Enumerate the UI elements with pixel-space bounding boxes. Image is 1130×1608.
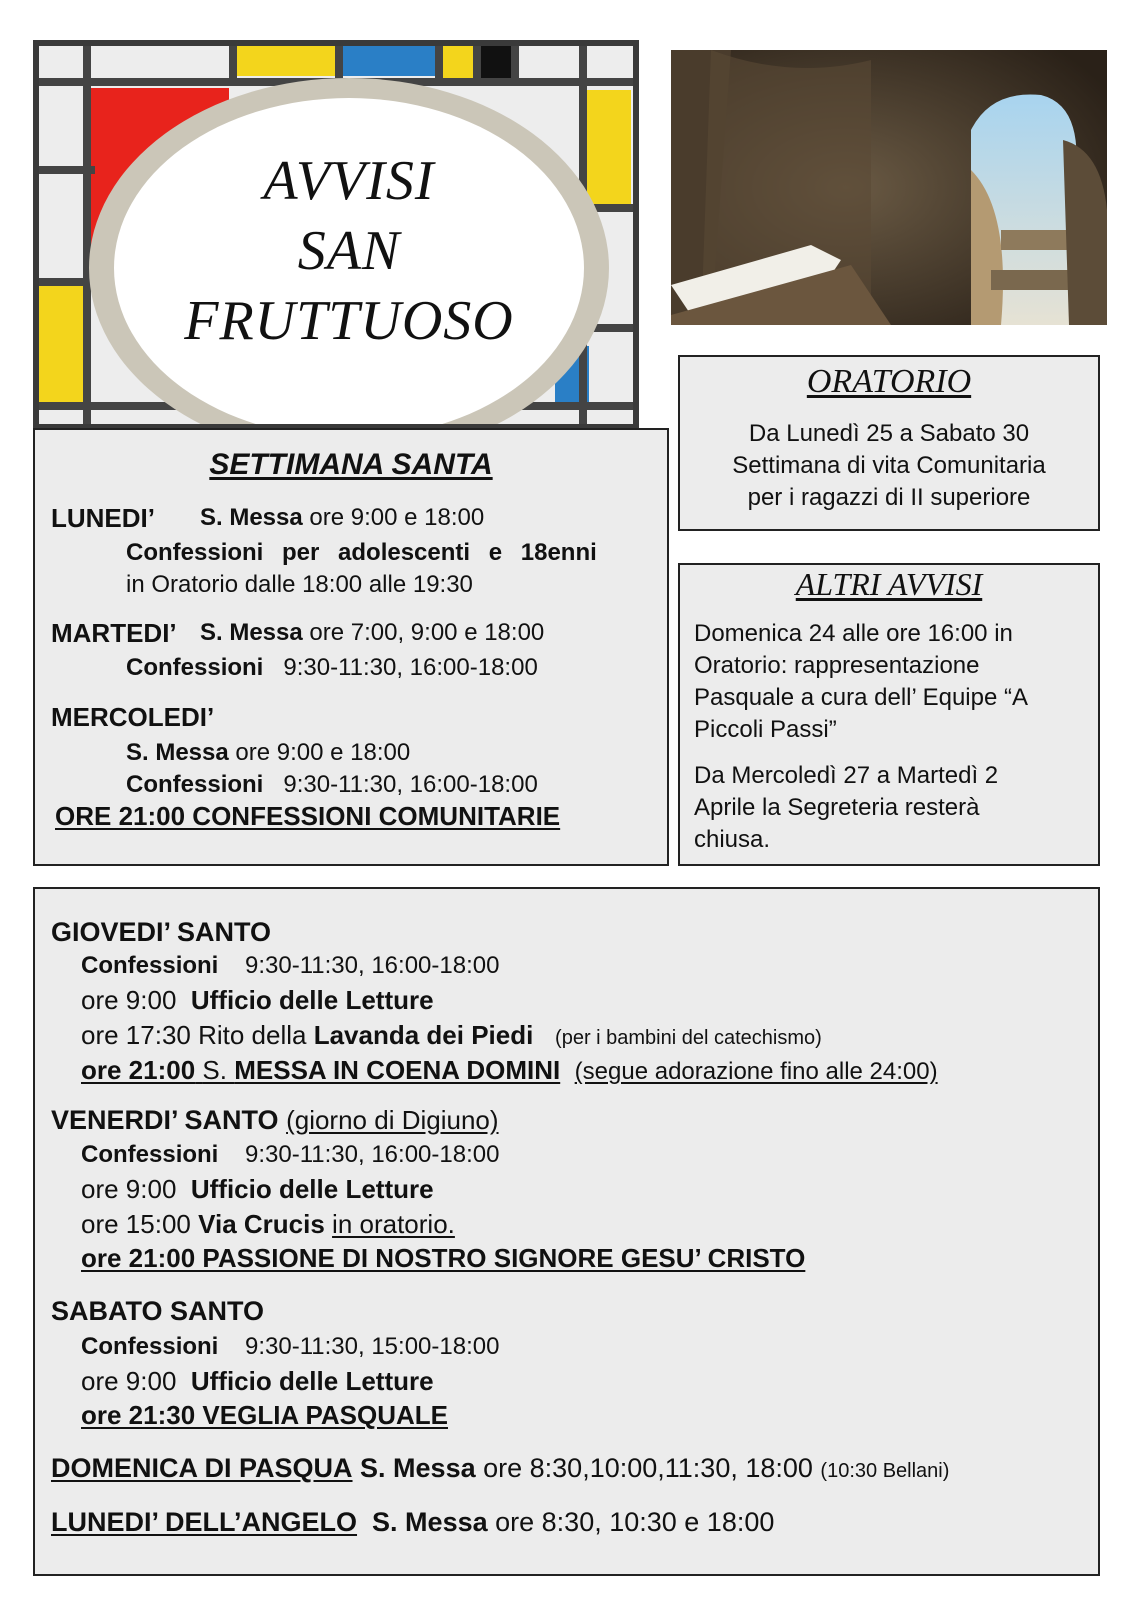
altri-p1-line-4: Piccoli Passi” (694, 716, 837, 743)
lunedi-angelo: LUNEDI’ DELL’ANGELO S. Messa ore 8:30, 10:30 e 18:00 (51, 1507, 775, 1537)
giovedi-lavanda: ore 17:30 Rito della Lavanda dei Piedi (per i bambini del catechismo) (81, 1020, 822, 1050)
venerdi-passione: ore 21:00 PASSIONE DI NOSTRO SIGNORE GESU’ CRISTO (81, 1243, 806, 1273)
venerdi-via-crucis: ore 15:00 Via Crucis in oratorio. (81, 1209, 455, 1239)
martedi-messa: S. Messa ore 7:00, 9:00 e 18:00 (200, 619, 545, 646)
sabato-letture: ore 9:00 Ufficio delle Letture (81, 1366, 434, 1396)
altri-avvisi-box (678, 563, 1100, 866)
page-title: AVVISI SAN FRUTTUOSO (184, 150, 514, 352)
venerdi-day: VENERDI’ SANTO (giorno di Digiuno) (51, 1105, 499, 1135)
sabato-day: SABATO SANTO (51, 1296, 265, 1326)
giovedi-letture: ore 9:00 Ufficio delle Letture (81, 985, 434, 1015)
mercoledi-confessioni: Confessioni 9:30-11:30, 16:00-18:00 (126, 771, 538, 798)
settimana-santa-heading: SETTIMANA SANTA (209, 448, 493, 481)
mercoledi-confessioni-comunitarie: ORE 21:00 CONFESSIONI COMUNITARIE (55, 801, 561, 831)
giovedi-day: GIOVEDI’ SANTO (51, 917, 272, 947)
oratorio-line-2: Settimana di vita Comunitaria (732, 452, 1046, 479)
mercoledi-day: MERCOLEDI’ (51, 702, 215, 732)
mondrian-black (479, 46, 511, 82)
sabato-confessioni: Confessioni 9:30-11:30, 15:00-18:00 (81, 1333, 500, 1360)
lunedi-conf-place: in Oratorio dalle 18:00 alle 19:30 (126, 571, 473, 598)
altri-p1-line-1: Domenica 24 alle ore 16:00 in (694, 620, 1013, 647)
oratorio-heading: ORATORIO (806, 363, 972, 400)
lunedi-messa: S. Messa ore 9:00 e 18:00 (200, 504, 485, 531)
martedi-confessioni: Confessioni 9:30-11:30, 16:00-18:00 (126, 654, 538, 681)
triduo-box (33, 887, 1100, 1576)
venerdi-letture: ore 9:00 Ufficio delle Letture (81, 1174, 434, 1204)
martedi-day: MARTEDI’ (51, 618, 177, 648)
mercoledi-messa: S. Messa ore 9:00 e 18:00 (126, 739, 411, 766)
mondrian-yellow-top (235, 46, 339, 76)
mondrian-blue-top (339, 46, 439, 76)
altri-p1-line-2: Oratorio: rappresentazione (694, 652, 980, 679)
settimana-santa-box (33, 428, 669, 866)
empty-tomb-image (671, 50, 1107, 325)
altri-p2-line-1: Da Mercoledì 27 a Martedì 2 (694, 762, 999, 789)
giovedi-coena-domini: ore 21:00 S. MESSA IN COENA DOMINI (segue adorazione fino alle 24:00) (81, 1055, 938, 1085)
sabato-veglia: ore 21:30 VEGLIA PASQUALE (81, 1400, 448, 1430)
altri-p2-line-3: chiusa. (694, 826, 771, 853)
oratorio-line-1: Da Lunedì 25 a Sabato 30 (748, 420, 1030, 447)
header-banner (33, 40, 639, 430)
giovedi-confessioni: Confessioni 9:30-11:30, 16:00-18:00 (81, 952, 500, 979)
altri-p2-line-2: Aprile la Segreteria resterà (694, 794, 980, 821)
domenica-pasqua: DOMENICA DI PASQUA S. Messa ore 8:30,10:00,11:30, 18:00 (10:30 Bellani) (51, 1453, 950, 1483)
oratorio-box (678, 355, 1100, 531)
oratorio-line-3: per i ragazzi di II superiore (747, 484, 1031, 511)
altri-p1-line-3: Pasquale a cura dell’ Equipe “A (694, 684, 1028, 711)
mondrian-yellow-right (587, 90, 631, 204)
lunedi-confessioni: Confessioni per adolescenti e 18enni (126, 539, 597, 566)
venerdi-confessioni: Confessioni 9:30-11:30, 16:00-18:00 (81, 1141, 500, 1168)
altri-avvisi-heading: ALTRI AVVISI (795, 566, 983, 602)
lunedi-day: LUNEDI’ (51, 503, 155, 533)
mondrian-yellow-left (39, 286, 83, 402)
